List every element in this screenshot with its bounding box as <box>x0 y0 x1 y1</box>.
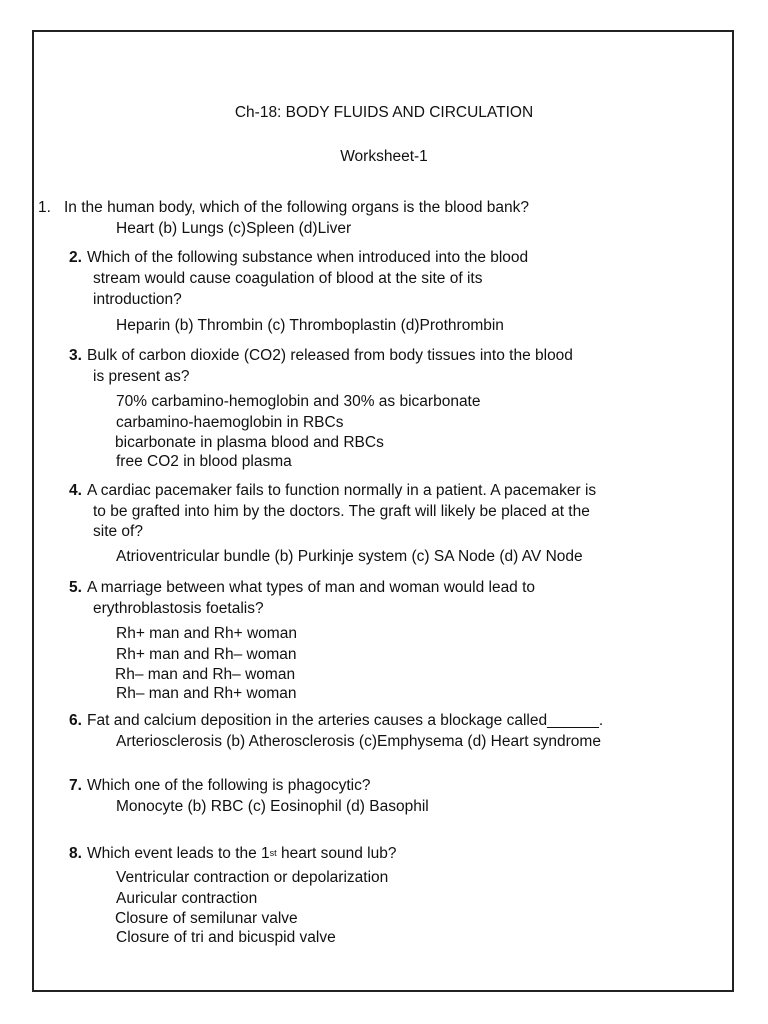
question-text: A cardiac pacemaker fails to function normally in a patient. A pacemaker is <box>87 482 597 499</box>
question-number: 5. <box>69 579 82 596</box>
ordinal-superscript: st <box>269 848 277 858</box>
question-number: 3. <box>69 347 82 364</box>
answer-option: Arteriosclerosis (b) Atherosclerosis (c)Emphysema (d) Heart syndrome <box>116 733 601 750</box>
question-text: erythroblastosis foetalis? <box>93 600 264 617</box>
question-text-part: heart sound lub? <box>276 845 397 862</box>
question-text: introduction? <box>93 291 182 308</box>
question-number: 7. <box>69 777 82 794</box>
answer-option: Closure of semilunar valve <box>115 910 298 927</box>
question-number: 2. <box>69 249 82 266</box>
question-text: A marriage between what types of man and woman would lead to <box>87 579 536 596</box>
question-number: 8. <box>69 845 82 862</box>
question-text: site of? <box>93 523 143 540</box>
question-text <box>87 844 396 864</box>
question-text: Which of the following substance when introduced into the blood <box>87 249 529 266</box>
answer-option: carbamino-haemoglobin in RBCs <box>116 414 344 431</box>
answer-option: Rh+ man and Rh+ woman <box>116 625 297 642</box>
question-text: Fat and calcium deposition in the arteries causes a blockage called______. <box>87 712 604 729</box>
question-text-part: Which event leads to the 1 <box>87 845 270 862</box>
answer-option: Monocyte (b) RBC (c) Eosinophil (d) Basophil <box>116 798 429 815</box>
answer-option: Auricular contraction <box>116 890 258 907</box>
worksheet-title: Worksheet-1 <box>340 148 428 165</box>
answer-option: Heart (b) Lungs (c)Spleen (d)Liver <box>116 220 352 237</box>
answer-option: 70% carbamino-hemoglobin and 30% as bicarbonate <box>116 393 481 410</box>
answer-option: Rh– man and Rh– woman <box>115 666 296 683</box>
answer-option: Closure of tri and bicuspid valve <box>116 929 336 946</box>
answer-option: Atrioventricular bundle (b) Purkinje system (c) SA Node (d) AV Node <box>116 548 583 565</box>
question-number: 4. <box>69 482 82 499</box>
answer-option: Heparin (b) Thrombin (c) Thromboplastin (d)Prothrombin <box>116 317 504 334</box>
question-text: to be grafted into him by the doctors. The graft will likely be placed at the <box>93 503 590 520</box>
answer-option: bicarbonate in plasma blood and RBCs <box>115 434 384 451</box>
answer-option: free CO2 in blood plasma <box>116 453 292 470</box>
question-text: Which one of the following is phagocytic? <box>87 777 371 794</box>
answer-option: Rh+ man and Rh– woman <box>116 646 297 663</box>
question-text: In the human body, which of the following organs is the blood bank? <box>64 199 530 216</box>
question-text: is present as? <box>93 368 190 385</box>
question-text: stream would cause coagulation of blood at the site of its <box>93 270 483 287</box>
question-number: 1. <box>38 199 51 216</box>
question-text: Bulk of carbon dioxide (CO2) released from body tissues into the blood <box>87 347 573 364</box>
chapter-title: Ch-18: BODY FLUIDS AND CIRCULATION <box>234 104 534 121</box>
question-number: 6. <box>69 712 82 729</box>
answer-option: Rh– man and Rh+ woman <box>116 685 297 702</box>
answer-option: Ventricular contraction or depolarization <box>116 869 389 886</box>
